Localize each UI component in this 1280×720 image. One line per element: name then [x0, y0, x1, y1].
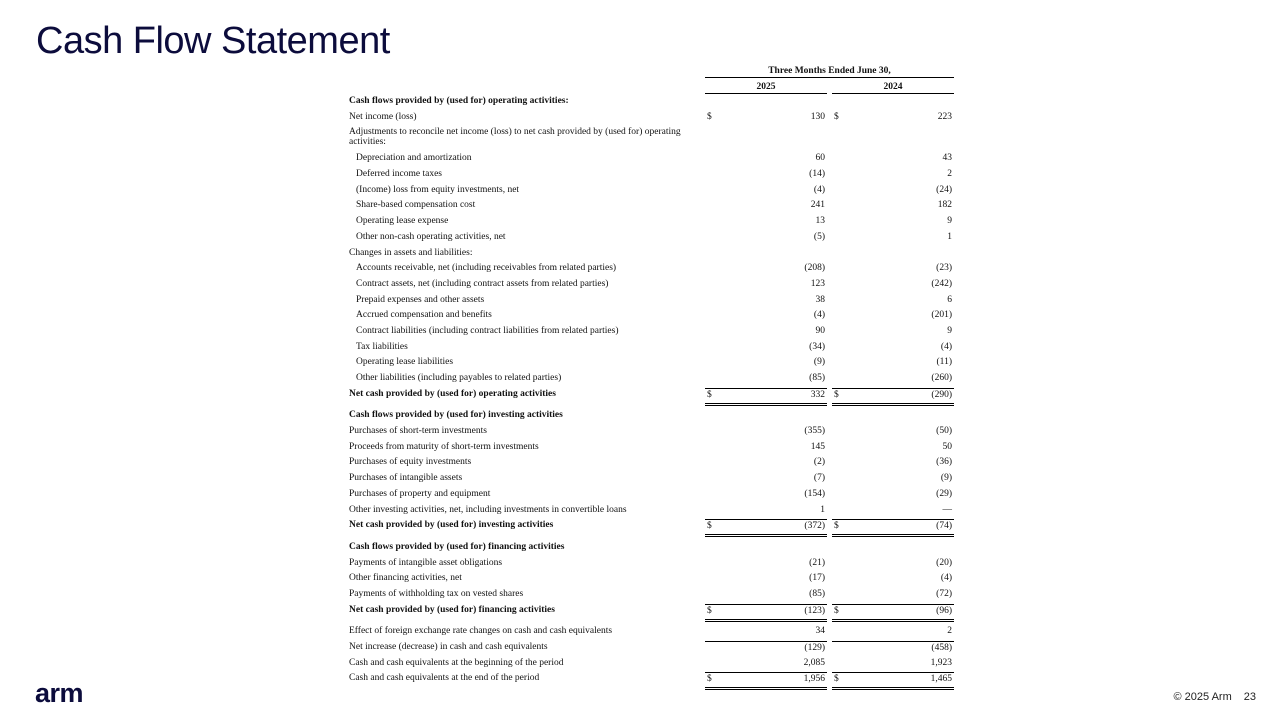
value-2025-cell [705, 278, 827, 292]
value-2024: (23) [936, 263, 952, 274]
table-row [348, 604, 958, 620]
row-label: Net increase (decrease) in cash and cash equivalents [349, 642, 548, 652]
value-2025-cell [705, 231, 827, 245]
table-row [348, 247, 958, 263]
row-label: Depreciation and amortization [356, 153, 472, 164]
value-2024-cell [832, 625, 954, 639]
value-2024-cell [832, 262, 954, 276]
value-2024: 1 [947, 231, 952, 242]
value-2025: (5) [813, 231, 825, 242]
table-row [348, 456, 958, 472]
value-2025: (9) [813, 357, 825, 368]
value-2025-cell [705, 557, 827, 571]
row-label: Accrued compensation and benefits [356, 310, 492, 321]
value-2025: 123 [810, 278, 825, 289]
value-2024: (4) [940, 573, 952, 584]
table-row [348, 388, 958, 404]
value-2025: (17) [809, 573, 825, 584]
year-header-2024: 2024 [832, 82, 954, 94]
value-2025: (85) [809, 588, 825, 599]
value-2024: 182 [937, 200, 952, 211]
value-2025-cell [705, 111, 827, 125]
currency-symbol: $ [707, 521, 712, 532]
value-2024: (50) [936, 426, 952, 437]
value-2025-cell [705, 325, 827, 339]
value-2024: 1,923 [930, 657, 952, 668]
value-2025-cell [705, 572, 827, 586]
row-label: Payments of withholding tax on vested shares [349, 588, 524, 599]
value-2024: 223 [937, 111, 952, 122]
value-2025-cell [705, 504, 827, 518]
value-2025-cell [705, 152, 827, 166]
value-2025: (7) [813, 473, 825, 484]
table-row [348, 111, 958, 127]
row-label: Net income (loss) [349, 111, 417, 122]
value-2025-cell [705, 641, 827, 656]
value-2024: (290) [931, 389, 952, 400]
value-2025-cell [705, 168, 827, 182]
currency-symbol: $ [834, 521, 839, 532]
value-2024-cell [832, 231, 954, 245]
value-2024-cell [832, 672, 954, 690]
value-2024: 6 [947, 294, 952, 305]
value-2025: 60 [815, 153, 825, 164]
currency-symbol: $ [707, 111, 712, 122]
value-2025: 2,085 [803, 657, 825, 668]
value-2024-cell [832, 557, 954, 571]
value-2024: (260) [931, 373, 952, 383]
currency-symbol: $ [834, 674, 839, 685]
row-label: Prepaid expenses and other assets [356, 294, 485, 305]
row-label: Purchases of intangible assets [349, 473, 463, 484]
value-2025: 13 [815, 216, 825, 227]
row-label: Accounts receivable, net (including receivables from related parties) [356, 263, 617, 274]
value-2025-cell [705, 456, 827, 470]
table-row [348, 152, 958, 168]
table-row [348, 488, 958, 504]
value-2025-cell [705, 488, 827, 502]
table-row [348, 199, 958, 215]
row-label: Purchases of equity investments [349, 457, 472, 468]
value-2024: (11) [936, 357, 952, 368]
row-label: Payments of intangible asset obligations [349, 557, 503, 568]
value-2024-cell [832, 604, 954, 622]
arm-logo: arm [35, 678, 84, 708]
value-2024-cell [832, 341, 954, 355]
value-2024: (4) [940, 341, 952, 352]
value-2024-cell [832, 456, 954, 470]
table-row [348, 95, 958, 111]
value-2024: 9 [947, 216, 952, 227]
value-2025: 241 [810, 200, 825, 211]
row-label: Contract assets, net (including contract assets from related parties) [356, 278, 609, 289]
value-2025: (129) [804, 643, 825, 653]
value-2024: 2 [947, 169, 952, 180]
copyright-text: © 2025 Arm [1173, 691, 1232, 703]
table-row [348, 184, 958, 200]
year-header-2025: 2025 [705, 82, 827, 94]
value-2024: 43 [942, 153, 952, 164]
value-2024-cell [832, 199, 954, 213]
value-2025: 145 [810, 441, 825, 452]
table-row [348, 126, 958, 152]
value-2025-cell [705, 604, 827, 622]
currency-symbol: $ [707, 605, 712, 616]
value-2025: (208) [804, 263, 825, 274]
value-2025-cell [705, 341, 827, 355]
table-row [348, 215, 958, 231]
table-row [348, 588, 958, 604]
value-2025: 1 [820, 504, 825, 515]
value-2024: — [942, 504, 952, 515]
table-row [348, 168, 958, 184]
row-label: Net cash provided by (used for) financing activities [349, 604, 555, 615]
value-2024-cell [832, 519, 954, 537]
value-2025: (85) [809, 373, 825, 383]
value-2025: (2) [813, 457, 825, 468]
value-2024-cell [832, 184, 954, 198]
row-label: Proceeds from maturity of short-term investments [349, 441, 539, 452]
row-label: Cash flows provided by (used for) financing activities [349, 541, 565, 552]
value-2024-cell [832, 372, 954, 386]
value-2024: (96) [936, 605, 952, 616]
footer [1174, 691, 1257, 703]
value-2024-cell [832, 588, 954, 602]
row-label: Purchases of short-term investments [349, 426, 487, 437]
table-row [348, 625, 958, 641]
value-2025-cell [705, 184, 827, 198]
value-2025: 332 [810, 389, 825, 400]
table-row [348, 441, 958, 457]
slide-title: Cash Flow Statement [36, 20, 390, 62]
value-2025-cell [705, 519, 827, 537]
currency-symbol: $ [834, 111, 839, 122]
row-label: Other non-cash operating activities, net [356, 231, 506, 242]
table-row [348, 504, 958, 520]
table-row [348, 657, 958, 673]
value-2025: 130 [810, 111, 825, 122]
value-2025-cell [705, 356, 827, 370]
row-label: Cash and cash equivalents at the end of the period [349, 673, 540, 684]
currency-symbol: $ [834, 605, 839, 616]
row-label: (Income) loss from equity investments, net [356, 184, 520, 195]
value-2024-cell [832, 504, 954, 518]
value-2024-cell [832, 388, 954, 406]
table-row [348, 278, 958, 294]
row-label: Net cash provided by (used for) operating activities [349, 388, 556, 399]
row-label: Other liabilities (including payables to related parties) [356, 373, 562, 383]
value-2025: (123) [804, 605, 825, 616]
value-2025-cell [705, 672, 827, 690]
row-label: Tax liabilities [356, 341, 408, 352]
page-number: 23 [1243, 691, 1256, 703]
value-2024-cell [832, 425, 954, 439]
value-2025-cell [705, 262, 827, 276]
value-2024: 9 [947, 325, 952, 336]
value-2024-cell [832, 657, 954, 671]
value-2025: (14) [809, 169, 825, 180]
value-2024-cell [832, 309, 954, 323]
value-2025-cell [705, 294, 827, 308]
value-2025-cell [705, 441, 827, 455]
value-2024-cell [832, 152, 954, 166]
value-2025: (355) [804, 426, 825, 437]
value-2024: (24) [936, 184, 952, 195]
period-header: Three Months Ended June 30, [705, 66, 954, 78]
value-2024-cell [832, 488, 954, 502]
value-2024-cell [832, 472, 954, 486]
row-label: Operating lease expense [356, 216, 449, 227]
table-row [348, 672, 958, 688]
value-2024: (72) [936, 588, 952, 599]
value-2024: (74) [936, 521, 952, 532]
value-2024-cell [832, 441, 954, 455]
row-label: Cash and cash equivalents at the beginning of the period [349, 657, 564, 668]
row-label: Share-based compensation cost [356, 200, 476, 211]
value-2024-cell [832, 278, 954, 292]
value-2025-cell [705, 309, 827, 323]
value-2025: (4) [813, 310, 825, 321]
row-label: Effect of foreign exchange rate changes on cash and cash equivalents [349, 626, 613, 637]
table-body [348, 95, 958, 688]
table-row [348, 557, 958, 573]
table-row [348, 425, 958, 441]
value-2024: (242) [931, 278, 952, 289]
table-row [348, 641, 958, 657]
value-2025-cell [705, 472, 827, 486]
value-2024-cell [832, 168, 954, 182]
value-2025-cell [705, 657, 827, 671]
value-2025: (154) [804, 488, 825, 499]
row-label: Deferred income taxes [356, 169, 442, 180]
value-2024-cell [832, 325, 954, 339]
value-2024: (36) [936, 457, 952, 468]
row-label: Other investing activities, net, including investments in convertible loans [349, 504, 627, 515]
table-row [348, 341, 958, 357]
value-2025: (21) [809, 557, 825, 568]
value-2024: (20) [936, 557, 952, 568]
row-label: Cash flows provided by (used for) investing activities [349, 410, 563, 421]
value-2024-cell [832, 572, 954, 586]
table-row [348, 231, 958, 247]
value-2025: 90 [815, 325, 825, 336]
value-2025-cell [705, 425, 827, 439]
value-2025: 1,956 [803, 674, 825, 685]
value-2024: 1,465 [930, 674, 952, 685]
table-row [348, 294, 958, 310]
value-2024: (9) [940, 473, 952, 484]
row-label: Changes in assets and liabilities: [349, 247, 473, 258]
table-row [348, 309, 958, 325]
table-row [348, 572, 958, 588]
value-2024: (29) [936, 488, 952, 499]
table-row [348, 262, 958, 278]
row-label: Purchases of property and equipment [349, 488, 491, 499]
row-label: Contract liabilities (including contract liabilities from related parties) [356, 325, 619, 336]
value-2024-cell [832, 641, 954, 656]
value-2025-cell [705, 588, 827, 602]
value-2024-cell [832, 215, 954, 229]
table-row [348, 472, 958, 488]
table-row [348, 541, 958, 557]
value-2025-cell [705, 625, 827, 639]
value-2025: 38 [815, 294, 825, 305]
value-2025-cell [705, 199, 827, 213]
value-2025: (372) [804, 521, 825, 532]
value-2024-cell [832, 356, 954, 370]
table-row [348, 409, 958, 425]
table-row [348, 325, 958, 341]
value-2025: (34) [809, 341, 825, 352]
value-2025: (4) [813, 184, 825, 195]
value-2025: 34 [815, 626, 825, 637]
row-label: Other financing activities, net [349, 573, 462, 584]
value-2024: 50 [942, 441, 952, 452]
row-label: Operating lease liabilities [356, 357, 454, 368]
value-2024: 2 [947, 626, 952, 637]
row-label: Adjustments to reconcile net income (loss) to net cash provided by (used for) operating activities: [349, 127, 681, 148]
currency-symbol: $ [707, 674, 712, 685]
table-row [348, 519, 958, 535]
value-2025-cell [705, 215, 827, 229]
value-2025-cell [705, 388, 827, 406]
value-2024: (201) [931, 310, 952, 321]
value-2024: (458) [931, 643, 952, 653]
row-label: Cash flows provided by (used for) operating activities: [349, 96, 569, 106]
currency-symbol: $ [707, 389, 712, 400]
row-label: Net cash provided by (used for) investing activities [349, 520, 554, 531]
currency-symbol: $ [834, 389, 839, 400]
table-row [348, 356, 958, 372]
value-2025-cell [705, 372, 827, 386]
table-row [348, 372, 958, 388]
value-2024-cell [832, 294, 954, 308]
value-2024-cell [832, 111, 954, 125]
